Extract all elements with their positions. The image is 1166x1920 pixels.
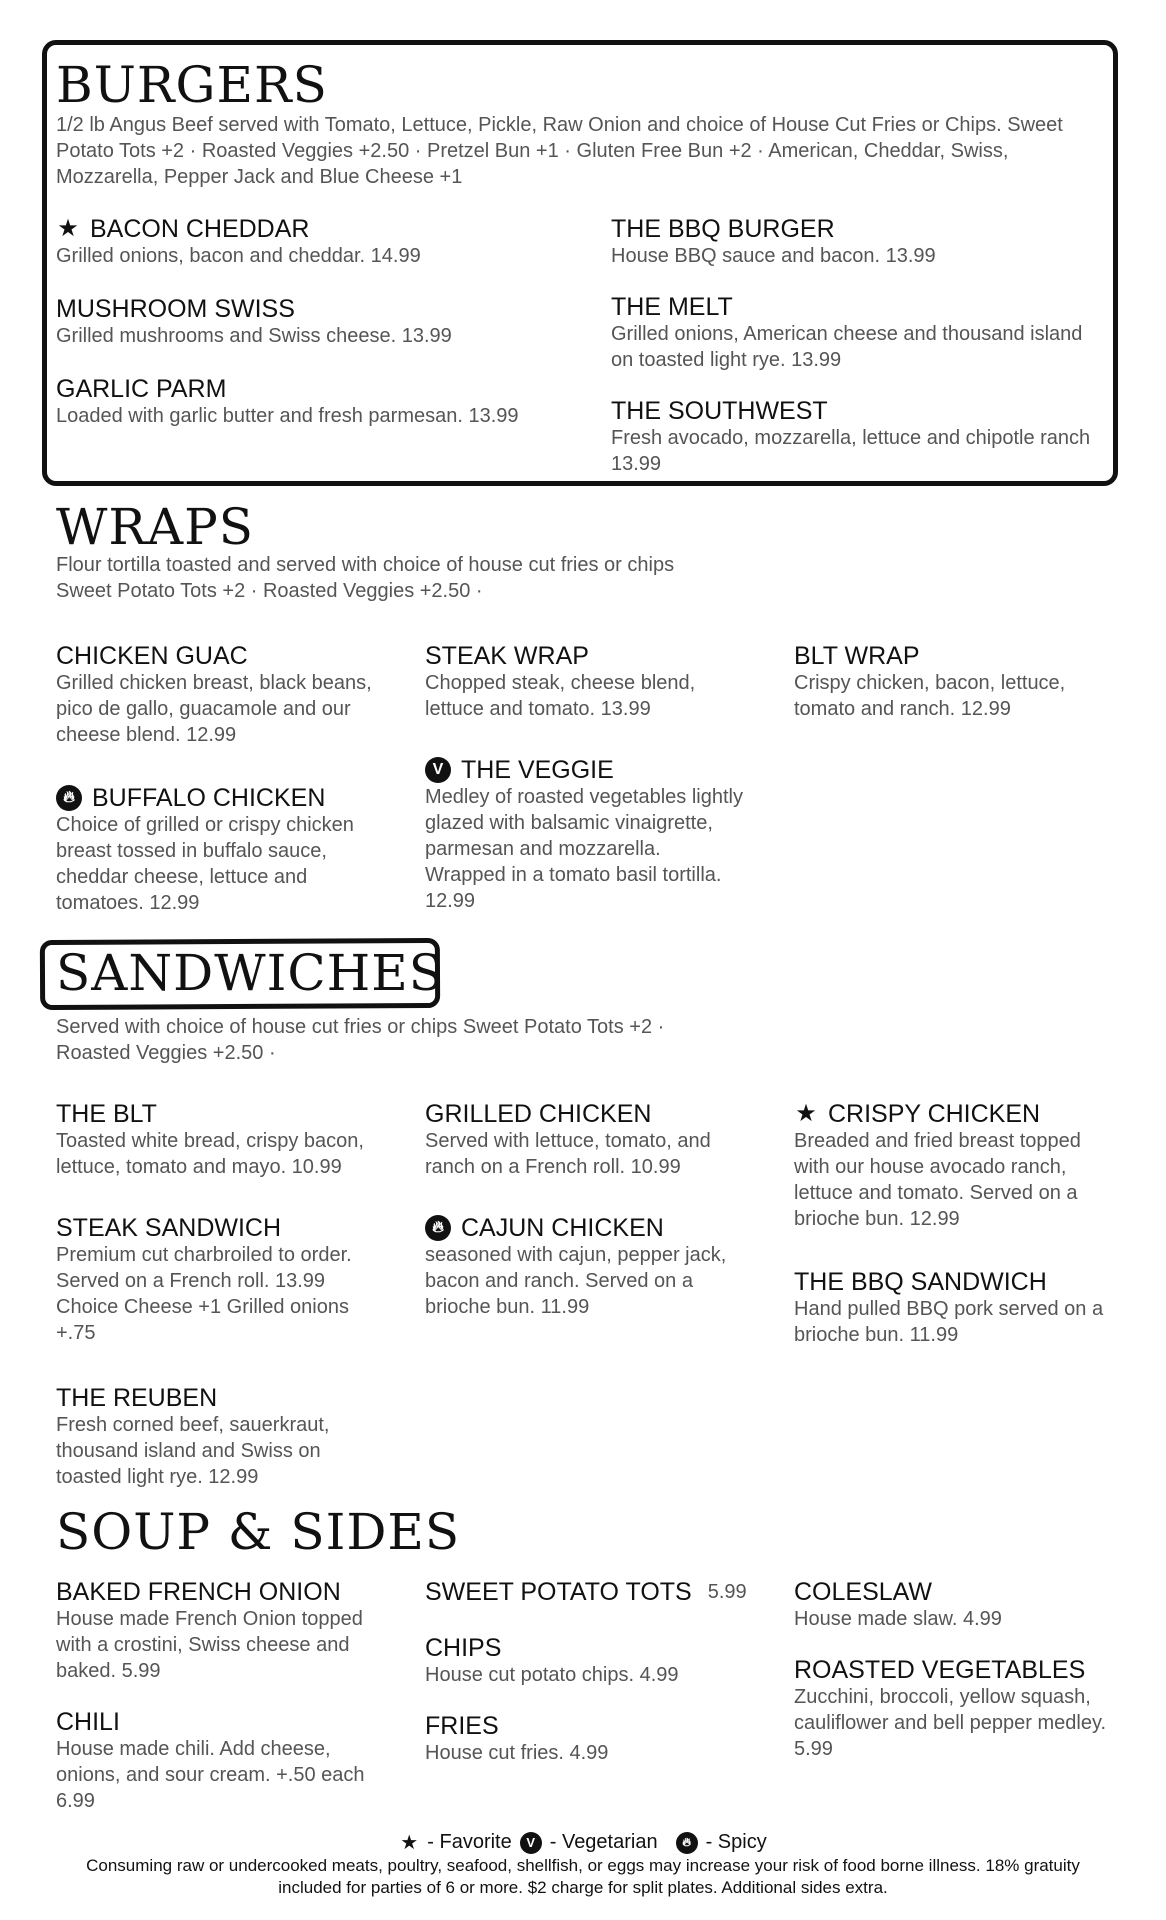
menu-item — [425, 1634, 755, 1688]
item-description: House cut fries. 4.99 — [425, 1742, 609, 1764]
item-description: Crispy chicken, bacon, lettuce, tomato and ranch. 12.99 — [794, 672, 1066, 720]
menu-item — [425, 1712, 755, 1766]
spicy-flame-icon: 🔥︎ — [425, 1215, 451, 1241]
item-description: Hand pulled BBQ pork served on a brioche bun. 11.99 — [794, 1298, 1104, 1346]
legend — [0, 1830, 1166, 1855]
menu-item — [425, 1100, 755, 1180]
item-description: seasoned with cajun, pepper jack, bacon and ranch. Served on a brioche bun. 11.99 — [425, 1244, 727, 1318]
item-name: ROASTED VEGETABLES — [794, 1656, 1086, 1684]
item-name: THE SOUTHWEST — [611, 397, 828, 425]
vegetarian-icon: V — [520, 1832, 542, 1854]
menu-item — [794, 1268, 1124, 1348]
menu-item — [611, 293, 1101, 373]
item-description: Chopped steak, cheese blend, lettuce and tomato. 13.99 — [425, 672, 696, 720]
item-name: THE REUBEN — [56, 1384, 218, 1412]
item-name: GRILLED CHICKEN — [425, 1100, 652, 1128]
notice-line: included for parties of 6 or more. $2 charge for split plates. Additional sides extra. — [278, 1878, 888, 1897]
menu-item — [794, 1656, 1114, 1762]
item-description: Grilled onions, bacon and cheddar. 14.99 — [56, 245, 421, 267]
food-safety-notice — [0, 1855, 1166, 1899]
item-description: Loaded with garlic butter and fresh parmesan. 13.99 — [56, 405, 519, 427]
burgers-description: 1/2 lb Angus Beef served with Tomato, Lettuce, Pickle, Raw Onion and choice of House Cut Fries or Chips. Sweet Potato Tots +2 · Roasted Veggies +2.50 · Pretzel Bun +1 · Gluten Free Bun +2 · American, Cheddar, Swiss, Mozzarella, Pepper Jack and Blue Cheese +1 — [56, 114, 1063, 188]
star-icon: ★ — [400, 1832, 419, 1854]
menu-item — [56, 642, 396, 748]
item-name: GARLIC PARM — [56, 375, 227, 403]
menu-item — [56, 1100, 386, 1180]
soup-sides-title: SOUP & SIDES — [56, 1503, 461, 1561]
item-description: House made chili. Add cheese, onions, and sour cream. +.50 each 6.99 — [56, 1738, 365, 1812]
menu-item — [794, 1578, 1124, 1632]
item-description: Toasted white bread, crispy bacon, lettuce, tomato and mayo. 10.99 — [56, 1130, 364, 1178]
item-name: BACON CHEDDAR — [90, 215, 310, 243]
item-name: BAKED FRENCH ONION — [56, 1578, 341, 1606]
item-name: CAJUN CHICKEN — [461, 1214, 664, 1242]
item-description: Zucchini, broccoli, yellow squash, cauliflower and bell pepper medley. 5.99 — [794, 1686, 1107, 1760]
item-name: THE VEGGIE — [461, 756, 614, 784]
menu-item — [425, 642, 725, 722]
item-description: Grilled onions, American cheese and thousand island on toasted light rye. 13.99 — [611, 323, 1083, 371]
menu-item — [425, 1214, 755, 1320]
menu-item — [56, 1384, 356, 1490]
item-description: House made French Onion topped with a crostini, Swiss cheese and baked. 5.99 — [56, 1608, 363, 1682]
menu-item — [425, 1578, 765, 1606]
item-description: House made slaw. 4.99 — [794, 1608, 1002, 1630]
item-name: BLT WRAP — [794, 642, 920, 670]
item-name: MUSHROOM SWISS — [56, 295, 295, 323]
item-name: THE BBQ SANDWICH — [794, 1268, 1047, 1296]
item-name: STEAK WRAP — [425, 642, 589, 670]
vegetarian-icon: V — [425, 757, 451, 783]
menu-item — [56, 1578, 386, 1684]
sandwiches-description: Served with choice of house cut fries or chips Sweet Potato Tots +2 · Roasted Veggies +2.50 · — [56, 1016, 665, 1064]
item-price: 5.99 — [707, 1581, 747, 1603]
item-description: Choice of grilled or crispy chicken breast tossed in buffalo sauce, cheddar cheese, lettuce and tomatoes. 12.99 — [56, 814, 354, 914]
legend-favorite: - Favorite — [427, 1831, 512, 1853]
spicy-flame-icon: 🔥︎ — [676, 1832, 698, 1854]
item-name: CHICKEN GUAC — [56, 642, 248, 670]
item-description: Breaded and fried breast topped with our house avocado ranch, lettuce and tomato. Served on a brioche bun. 12.99 — [794, 1130, 1081, 1230]
item-name: THE MELT — [611, 293, 733, 321]
item-description: Fresh avocado, mozzarella, lettuce and chipotle ranch 13.99 — [611, 427, 1091, 475]
wraps-title: WRAPS — [56, 498, 255, 556]
item-description: Served with lettuce, tomato, and ranch on a French roll. 10.99 — [425, 1130, 711, 1178]
wraps-description: Flour tortilla toasted and served with choice of house cut fries or chips Sweet Potato Tots +2 · Roasted Veggies +2.50 · — [56, 554, 675, 602]
menu-item — [794, 642, 1114, 722]
item-name: BUFFALO CHICKEN — [92, 784, 326, 812]
menu-item — [611, 215, 1111, 269]
item-description: Fresh corned beef, sauerkraut, thousand island and Swiss on toasted light rye. 12.99 — [56, 1414, 330, 1488]
item-description: House BBQ sauce and bacon. 13.99 — [611, 245, 936, 267]
menu-item — [56, 215, 556, 269]
item-description: Premium cut charbroiled to order. Served on a French roll. 13.99 Choice Cheese +1 Grilled onions +.75 — [56, 1244, 352, 1344]
menu-item — [56, 295, 556, 349]
menu-item — [794, 1100, 1114, 1232]
menu-item — [56, 375, 576, 429]
menu-item — [56, 784, 386, 916]
notice-line: Consuming raw or undercooked meats, poultry, seafood, shellfish, or eggs may increase your risk of food borne illness. 18% gratuity — [86, 1856, 1080, 1875]
item-description: Medley of roasted vegetables lightly glazed with balsamic vinaigrette, parmesan and mozzarella. Wrapped in a tomato basil tortilla. 12.99 — [425, 786, 743, 912]
item-description: Grilled mushrooms and Swiss cheese. 13.99 — [56, 325, 452, 347]
item-description: House cut potato chips. 4.99 — [425, 1664, 679, 1686]
burgers-title: BURGERS — [56, 56, 328, 114]
item-description: Grilled chicken breast, black beans, pico de gallo, guacamole and our cheese blend. 12.99 — [56, 672, 372, 746]
item-name: STEAK SANDWICH — [56, 1214, 282, 1242]
item-name: COLESLAW — [794, 1578, 933, 1606]
star-icon: ★ — [57, 215, 79, 242]
legend-spicy: - Spicy — [705, 1831, 767, 1853]
item-name: THE BBQ BURGER — [611, 215, 835, 243]
item-name: CHILI — [56, 1708, 120, 1736]
menu-item — [611, 397, 1111, 477]
item-name: SWEET POTATO TOTS — [425, 1578, 692, 1606]
star-icon: ★ — [795, 1100, 817, 1127]
spicy-flame-icon: 🔥︎ — [56, 785, 82, 811]
item-name: CRISPY CHICKEN — [828, 1100, 1041, 1128]
menu-item — [56, 1214, 366, 1346]
item-name: CHIPS — [425, 1634, 502, 1662]
menu-item — [425, 756, 745, 914]
item-name: THE BLT — [56, 1100, 157, 1128]
menu-item — [56, 1708, 386, 1814]
legend-vegetarian: - Vegetarian — [549, 1831, 658, 1853]
item-name: FRIES — [425, 1712, 499, 1740]
sandwiches-title: SANDWICHES — [56, 944, 444, 1002]
